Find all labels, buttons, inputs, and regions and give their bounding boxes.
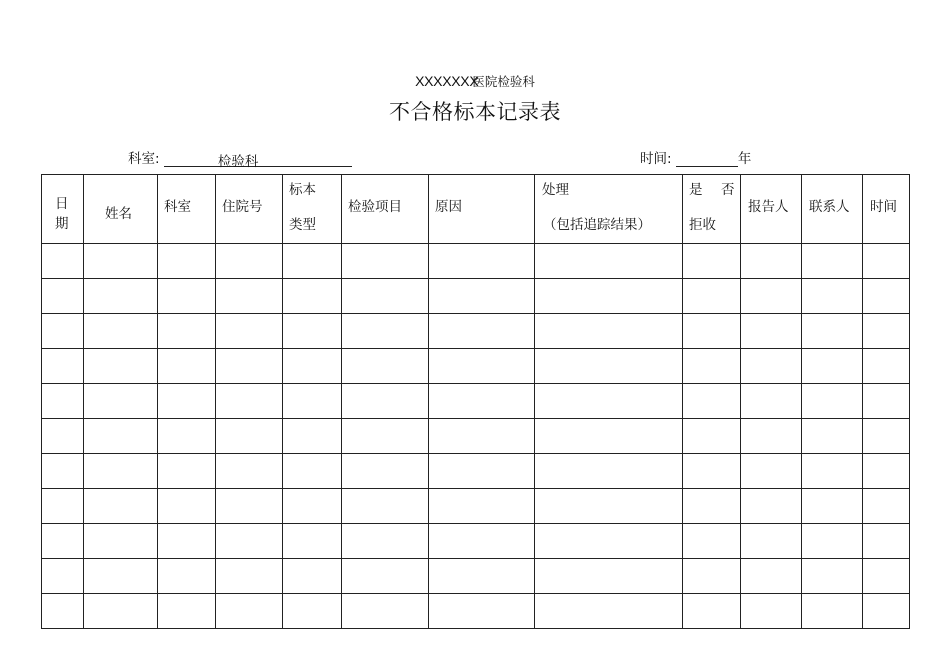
table-cell[interactable]: [158, 279, 216, 314]
table-row: [42, 489, 910, 524]
table-cell[interactable]: [429, 594, 535, 629]
page-title: 不合格标本记录表: [389, 100, 561, 124]
table-cell[interactable]: [42, 349, 84, 384]
table-cell[interactable]: [683, 349, 741, 384]
table-cell[interactable]: [535, 559, 683, 594]
table-cell[interactable]: [683, 244, 741, 279]
table-cell[interactable]: [84, 349, 158, 384]
table-cell[interactable]: [216, 594, 283, 629]
table-cell[interactable]: [158, 524, 216, 559]
table-cell[interactable]: [863, 244, 910, 279]
table-cell[interactable]: [283, 314, 342, 349]
col-test-item: 检验项目: [342, 175, 429, 244]
table-cell[interactable]: [683, 384, 741, 419]
table-cell[interactable]: [802, 279, 863, 314]
table-cell[interactable]: [216, 244, 283, 279]
table-cell[interactable]: [216, 524, 283, 559]
table-cell[interactable]: [683, 594, 741, 629]
table-cell[interactable]: [342, 489, 429, 524]
table-cell[interactable]: [84, 419, 158, 454]
hospital-suffix: 医院检验科: [472, 74, 535, 89]
table-cell[interactable]: [802, 489, 863, 524]
table-cell[interactable]: [158, 384, 216, 419]
table-row: [42, 384, 910, 419]
table-cell[interactable]: [429, 419, 535, 454]
table-cell[interactable]: [42, 489, 84, 524]
table-cell[interactable]: [535, 524, 683, 559]
record-table: [41, 174, 910, 629]
table-cell[interactable]: [283, 384, 342, 419]
col-name: 姓名: [84, 175, 158, 244]
table-cell[interactable]: [741, 454, 802, 489]
table-cell[interactable]: [342, 349, 429, 384]
table-cell[interactable]: [342, 559, 429, 594]
col-date-line2: 期: [55, 216, 69, 232]
table-row: [42, 279, 910, 314]
table-cell[interactable]: [42, 594, 84, 629]
table-cell[interactable]: [158, 349, 216, 384]
table-cell[interactable]: [741, 419, 802, 454]
table-cell[interactable]: [802, 524, 863, 559]
table-cell[interactable]: [863, 384, 910, 419]
table-cell[interactable]: [535, 349, 683, 384]
table-cell[interactable]: [802, 419, 863, 454]
table-cell[interactable]: [283, 489, 342, 524]
table-cell[interactable]: [535, 489, 683, 524]
table-cell[interactable]: [683, 314, 741, 349]
table-cell[interactable]: [84, 314, 158, 349]
table-row: [42, 314, 910, 349]
header-row: [42, 175, 910, 244]
table-cell[interactable]: [863, 349, 910, 384]
table-cell[interactable]: [802, 244, 863, 279]
dept-label: 科室:: [128, 151, 160, 167]
table-cell[interactable]: [342, 279, 429, 314]
table-cell[interactable]: [863, 559, 910, 594]
table-cell[interactable]: [216, 454, 283, 489]
table-cell[interactable]: [84, 384, 158, 419]
col-dept: 科室: [158, 175, 216, 244]
table-cell[interactable]: [283, 244, 342, 279]
table-cell[interactable]: [42, 419, 84, 454]
dept-underline: [164, 150, 352, 170]
table-cell[interactable]: [429, 454, 535, 489]
table-cell[interactable]: [342, 384, 429, 419]
col-specimen-type: 标本 类型: [283, 175, 342, 244]
table-cell[interactable]: [535, 279, 683, 314]
time-label: 时间:: [640, 151, 672, 167]
table-cell[interactable]: [683, 559, 741, 594]
col-date-line1: 日: [55, 196, 69, 212]
table-cell[interactable]: [863, 419, 910, 454]
table-cell[interactable]: [158, 594, 216, 629]
table-cell[interactable]: [535, 314, 683, 349]
table-cell[interactable]: [216, 419, 283, 454]
year-blank: [676, 150, 738, 167]
table-cell[interactable]: [283, 559, 342, 594]
table-cell[interactable]: [342, 524, 429, 559]
table-row: [42, 559, 910, 594]
table-cell[interactable]: [84, 454, 158, 489]
table-cell[interactable]: [216, 384, 283, 419]
table-cell[interactable]: [429, 349, 535, 384]
table-cell[interactable]: [429, 489, 535, 524]
table-cell[interactable]: [683, 524, 741, 559]
table-cell[interactable]: [802, 314, 863, 349]
table-cell[interactable]: [84, 594, 158, 629]
table-cell[interactable]: [158, 419, 216, 454]
table-cell[interactable]: [802, 349, 863, 384]
table-cell[interactable]: [429, 384, 535, 419]
table-row: [42, 454, 910, 489]
table-cell[interactable]: [429, 559, 535, 594]
table-cell[interactable]: [42, 524, 84, 559]
col-admission-no: 住院号: [216, 175, 283, 244]
table-cell[interactable]: [342, 419, 429, 454]
table-cell[interactable]: [535, 419, 683, 454]
table-cell[interactable]: [283, 419, 342, 454]
hospital-prefix: XXXXXXX: [415, 73, 479, 89]
table-cell[interactable]: [535, 244, 683, 279]
table-cell[interactable]: [158, 489, 216, 524]
table-row: [42, 244, 910, 279]
table-cell[interactable]: [216, 489, 283, 524]
table-cell[interactable]: [84, 279, 158, 314]
table-cell[interactable]: [429, 244, 535, 279]
table-cell[interactable]: [741, 349, 802, 384]
table-row: [42, 419, 910, 454]
table-cell[interactable]: [216, 279, 283, 314]
time-field: [640, 147, 751, 167]
table-cell[interactable]: [863, 454, 910, 489]
table-cell[interactable]: [158, 454, 216, 489]
table-cell[interactable]: [429, 279, 535, 314]
table-cell[interactable]: [84, 489, 158, 524]
table-cell[interactable]: [863, 524, 910, 559]
col-reason: 原因: [429, 175, 535, 244]
table-cell[interactable]: [741, 489, 802, 524]
table-row: [42, 594, 910, 629]
table-cell[interactable]: [429, 524, 535, 559]
col-handling: 处理 （包括追踪结果）: [535, 175, 683, 244]
table-cell[interactable]: [863, 314, 910, 349]
table-cell[interactable]: [429, 314, 535, 349]
table-cell[interactable]: [683, 489, 741, 524]
table-cell[interactable]: [42, 279, 84, 314]
table-cell[interactable]: [42, 314, 84, 349]
table-cell[interactable]: [158, 559, 216, 594]
table-cell[interactable]: [42, 384, 84, 419]
table-cell[interactable]: [741, 594, 802, 629]
table-cell[interactable]: [741, 524, 802, 559]
table-cell[interactable]: [158, 244, 216, 279]
table-row: [42, 524, 910, 559]
table-row: [42, 349, 910, 384]
table-cell[interactable]: [802, 384, 863, 419]
dept-field: [128, 147, 352, 170]
col-time: 时间: [863, 175, 910, 244]
table-cell[interactable]: [216, 314, 283, 349]
table-cell[interactable]: [741, 384, 802, 419]
table-cell[interactable]: [84, 559, 158, 594]
col-date: [42, 175, 84, 244]
table-cell[interactable]: [863, 279, 910, 314]
hospital-name: [0, 72, 950, 90]
table-cell[interactable]: [741, 244, 802, 279]
table-cell[interactable]: [683, 279, 741, 314]
table-cell[interactable]: [802, 454, 863, 489]
table-cell[interactable]: [283, 524, 342, 559]
table-cell[interactable]: [216, 349, 283, 384]
table-cell[interactable]: [84, 524, 158, 559]
table-cell[interactable]: [216, 559, 283, 594]
table-cell[interactable]: [683, 419, 741, 454]
table-cell[interactable]: [42, 244, 84, 279]
table-cell[interactable]: [802, 594, 863, 629]
table-cell[interactable]: [283, 279, 342, 314]
table-cell[interactable]: [535, 384, 683, 419]
table-cell[interactable]: [741, 279, 802, 314]
table-cell[interactable]: [535, 454, 683, 489]
table-cell[interactable]: [741, 559, 802, 594]
table-cell[interactable]: [342, 244, 429, 279]
table-cell[interactable]: [683, 454, 741, 489]
table-cell[interactable]: [342, 454, 429, 489]
table-cell[interactable]: [863, 594, 910, 629]
table-cell[interactable]: [158, 314, 216, 349]
table-cell[interactable]: [283, 454, 342, 489]
dept-value: 检验科: [217, 154, 259, 170]
table-cell[interactable]: [342, 314, 429, 349]
table-cell[interactable]: [535, 594, 683, 629]
table-cell[interactable]: [741, 314, 802, 349]
table-cell[interactable]: [283, 594, 342, 629]
table-cell[interactable]: [42, 454, 84, 489]
col-rejected: 是 否 拒收: [683, 175, 741, 244]
table-cell[interactable]: [863, 489, 910, 524]
table-cell[interactable]: [342, 594, 429, 629]
year-label: 年: [737, 151, 752, 167]
table-cell[interactable]: [283, 349, 342, 384]
col-contact: 联系人: [802, 175, 863, 244]
table-cell[interactable]: [84, 244, 158, 279]
table-cell[interactable]: [802, 559, 863, 594]
table-cell[interactable]: [42, 559, 84, 594]
table-body: [42, 244, 910, 629]
col-reporter: 报告人: [741, 175, 802, 244]
